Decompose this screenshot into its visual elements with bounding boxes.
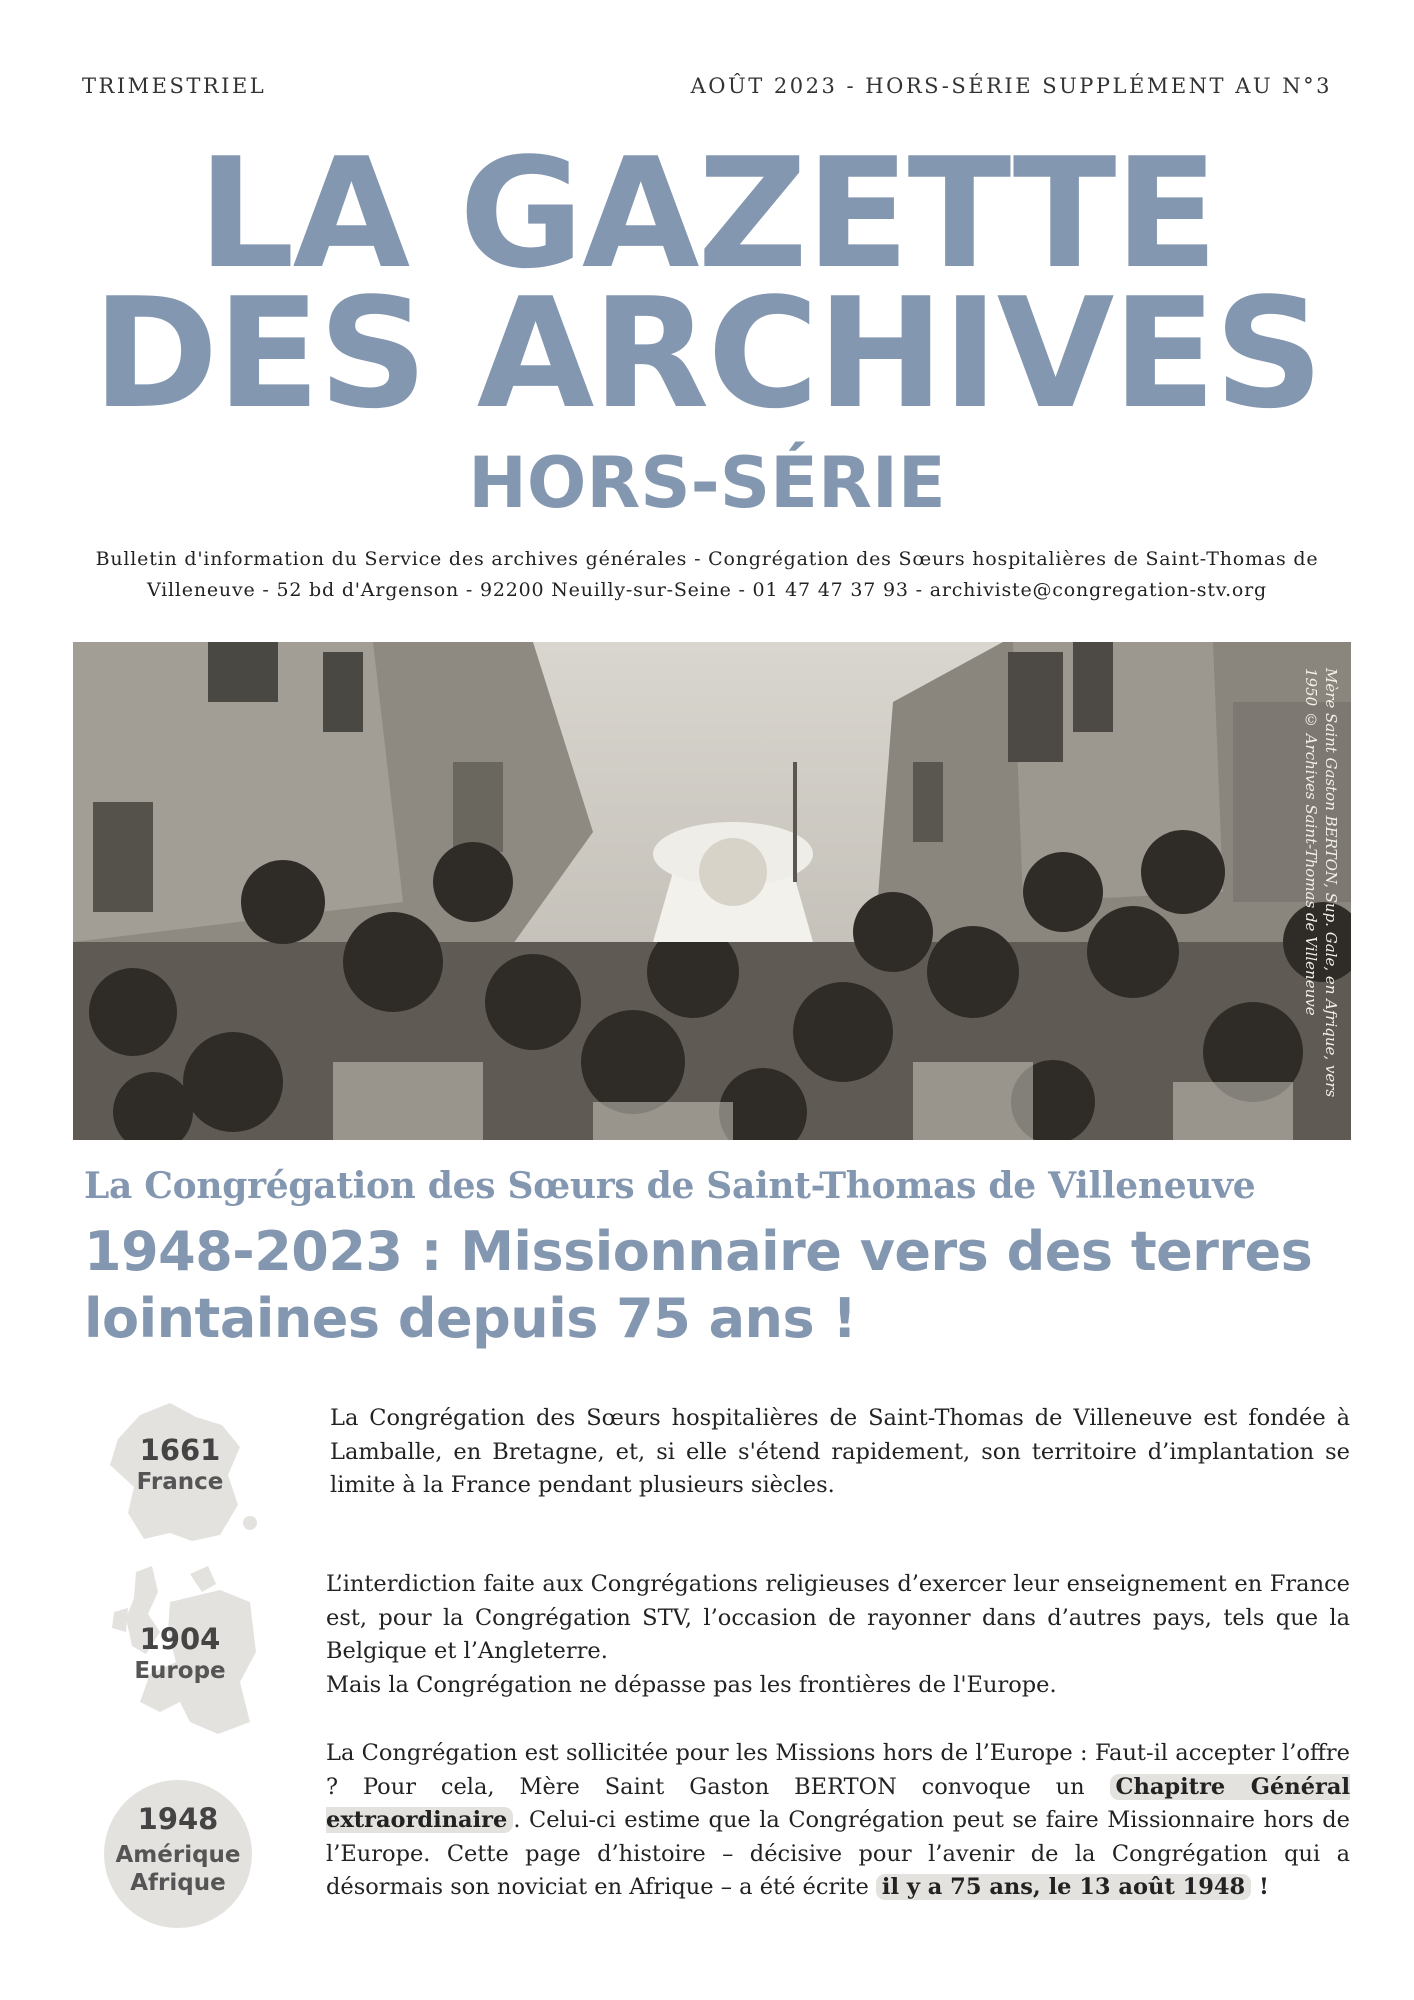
article-headline: 1948-2023 : Missionnaire vers des terres lointaines depuis 75 ans ! — [84, 1220, 1313, 1350]
masthead-line-1: LA GAZETTE — [197, 125, 1217, 302]
photo-caption: Mère Saint Gaston BERTON, Sup. Gale, en Afrique, vers 1950 © Archives Saint-Thomas de Villeneuve — [1302, 668, 1340, 1098]
timeline-text-1661: La Congrégation des Sœurs hospitalières de Saint-Thomas de Villeneuve est fondée à Lamballe, en Bretagne, et, si elle s'étend rapidement, son territoire d’implantation se limite à la France pendant plusieurs siècles. — [330, 1405, 1350, 1498]
text-segment: . Celui-ci estime que la Congrégation peut se faire Missionnaire hors de l’Europe. Cette page d’histoire – décisive pour l’avenir de la Congrégation qui a désormais son noviciat en Afrique – a été écrite — [326, 1807, 1350, 1900]
timeline-badge-1904 — [100, 1562, 260, 1742]
text-segment: ! — [1251, 1874, 1269, 1900]
bulletin-info: Bulletin d'information du Service des archives générales - Congrégation des Sœurs hospitalières de Saint-Thomas de Villeneuve - 52 bd d'Argenson - 92200 Neuilly-sur-Seine - 01 47 47 37 93 - archiviste@congregation-stv.org — [95, 548, 1319, 601]
timeline-text-1904-a: L’interdiction faite aux Congrégations religieuses d’exercer leur enseignement en France est, pour la Congrégation STV, l’occasion de rayonner dans d’autres pays, tels que la Belgique et l’Angleterre. — [326, 1571, 1350, 1664]
timeline-badge-1661 — [100, 1395, 260, 1555]
badge-place: Europe — [134, 1658, 226, 1684]
badge-place-2: Afrique — [130, 1870, 226, 1896]
text-segment: La Congrégation est sollicitée pour les Missions hors de l’Europe : Faut-il accepter l’offre ? Pour cela, Mère Saint Gaston BERTON convoque un — [326, 1740, 1350, 1800]
badge-year: 1661 — [139, 1433, 221, 1467]
timeline-badge-1948 — [100, 1778, 256, 1930]
issue-info: AOÛT 2023 - HORS-SÉRIE SUPPLÉMENT AU N°3 — [690, 74, 1332, 98]
photo-illustration — [73, 642, 1351, 1140]
timeline-text-1904-b: Mais la Congrégation ne dépasse pas les frontières de l'Europe. — [326, 1671, 1057, 1698]
badge-place-1: Amérique — [115, 1842, 241, 1868]
badge-year: 1904 — [139, 1622, 221, 1656]
masthead-line-2: DES ARCHIVES — [92, 265, 1322, 442]
badge-place: France — [136, 1469, 224, 1495]
badge-year: 1948 — [137, 1802, 219, 1836]
highlight-date: il y a 75 ans, le 13 août 1948 — [876, 1874, 1251, 1900]
highlight-chapitre: Chapitre Général extraordinaire — [326, 1773, 1350, 1833]
publication-frequency: TRIMESTRIEL — [82, 74, 267, 98]
timeline-text-1904 — [326, 1568, 1350, 1702]
historical-photo — [73, 642, 1351, 1140]
timeline-text-1948 — [326, 1737, 1350, 1905]
masthead-subtitle: HORS-SÉRIE — [468, 442, 946, 524]
article-kicker: La Congrégation des Sœurs de Saint-Thomas de Villeneuve — [84, 1165, 1256, 1207]
